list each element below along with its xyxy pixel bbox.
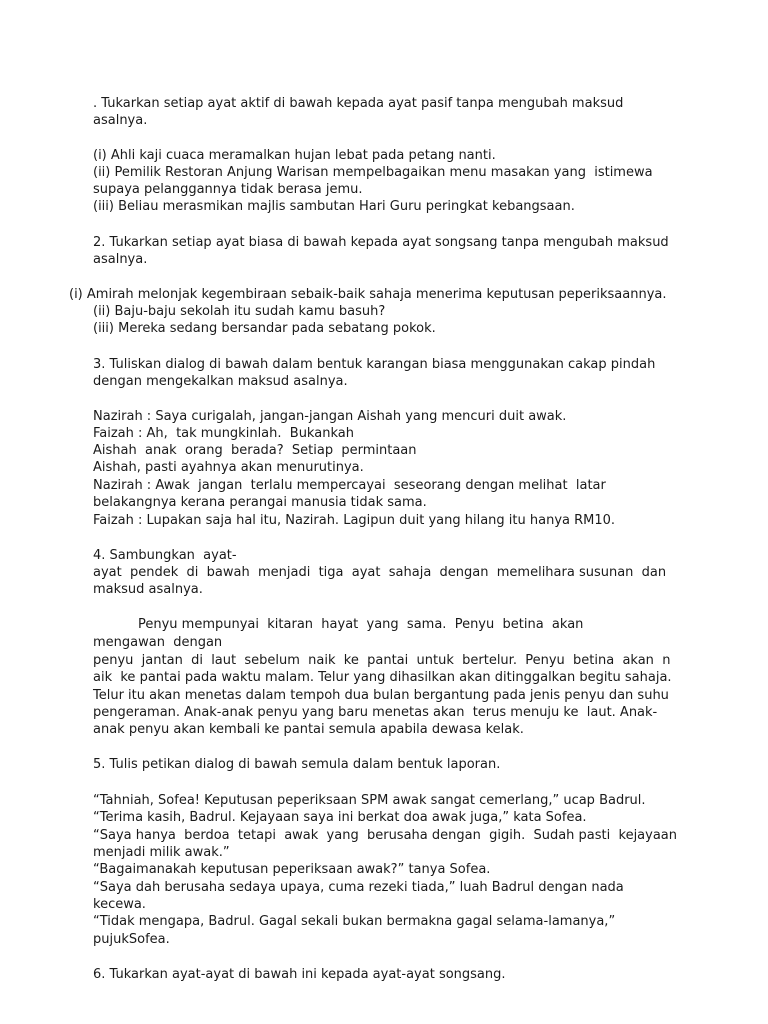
q3-dialog-line: Nazirah : Saya curigalah, jangan-jangan Aishah yang mencuri duit awak.: [93, 409, 567, 424]
q3-dialog-line: Aishah, pasti ayahnya akan menurutinya.: [93, 460, 364, 475]
q5-dialog-line: “Tahniah, Sofea! Keputusan peperiksaan SPM awak sangat cemerlang,” ucap Badrul.: [93, 793, 646, 808]
q1-item: (iii) Beliau merasmikan majlis sambutan Hari Guru peringkat kebangsaan.: [93, 199, 575, 214]
q6-instruction: 6. Tukarkan ayat-ayat di bawah ini kepada ayat-ayat songsang.: [93, 967, 506, 982]
q5-dialog-line: menjadi milik awak.”: [93, 845, 230, 860]
q4-passage-line: mengawan dengan: [93, 635, 223, 650]
q1-item: (i) Ahli kaji cuaca meramalkan hujan lebat pada petang nanti.: [93, 148, 496, 163]
q2-instruction-line: asalnya.: [93, 252, 148, 267]
q5-dialog-line: “Terima kasih, Badrul. Kejayaan saya ini berkat doa awak juga,” kata Sofea.: [93, 810, 587, 825]
q4-passage-line: Telur itu akan menetas dalam tempoh dua bulan bergantung pada jenis penyu dan suhu: [93, 688, 669, 703]
q4-passage-line: penyu jantan di laut sebelum naik ke pantai untuk bertelur. Penyu betina akan n: [93, 653, 671, 668]
q4-instruction-line: maksud asalnya.: [93, 582, 203, 597]
q1-item: supaya pelanggannya tidak berasa jemu.: [93, 182, 363, 197]
q2-instruction-line: 2. Tukarkan setiap ayat biasa di bawah kepada ayat songsang tanpa mengubah maksud: [93, 235, 669, 250]
q3-instruction-line: dengan mengekalkan maksud asalnya.: [93, 374, 348, 389]
q4-passage-line: pengeraman. Anak-anak penyu yang baru menetas akan terus menuju ke laut. Anak-: [93, 705, 658, 720]
q1-instruction-line: asalnya.: [93, 113, 148, 128]
q5-dialog-line: “Saya dah berusaha sedaya upaya, cuma rezeki tiada,” luah Badrul dengan nada: [93, 880, 624, 895]
q5-dialog-line: “Bagaimanakah keputusan peperiksaan awak?” tanya Sofea.: [93, 862, 491, 877]
q5-dialog-line: “Saya hanya berdoa tetapi awak yang berusaha dengan gigih. Sudah pasti kejayaan: [93, 828, 678, 843]
q2-item: (iii) Mereka sedang bersandar pada sebatang pokok.: [93, 321, 436, 336]
q5-dialog-line: pujukSofea.: [93, 932, 170, 947]
q5-dialog-line: kecewa.: [93, 897, 146, 912]
q5-dialog-line: “Tidak mengapa, Badrul. Gagal sekali bukan bermakna gagal selama-lamanya,”: [93, 914, 616, 929]
q4-passage-line: anak penyu akan kembali ke pantai semula apabila dewasa kelak.: [93, 722, 524, 737]
q4-passage-line: aik ke pantai pada waktu malam. Telur yang dihasilkan akan ditinggalkan begitu sahaja.: [93, 670, 672, 685]
q3-dialog-line: Faizah : Ah, tak mungkinlah. Bukankah: [93, 426, 354, 441]
q3-dialog-line: belakangnya kerana perangai manusia tidak sama.: [93, 495, 427, 510]
q1-item: (ii) Pemilik Restoran Anjung Warisan mempelbagaikan menu masakan yang istimewa: [93, 165, 653, 180]
q3-dialog-line: Faizah : Lupakan saja hal itu, Nazirah. Lagipun duit yang hilang itu hanya RM10.: [93, 513, 616, 528]
q4-instruction-line: ayat pendek di bawah menjadi tiga ayat sahaja dengan memelihara susunan dan: [93, 565, 667, 580]
q1-instruction-line: . Tukarkan setiap ayat aktif di bawah kepada ayat pasif tanpa mengubah maksud: [93, 96, 624, 111]
q3-dialog-line: Nazirah : Awak jangan terlalu mempercayai seseorang dengan melihat latar: [93, 478, 606, 493]
q4-instruction-line: 4. Sambungkan ayat-: [93, 548, 237, 563]
q3-dialog-line: Aishah anak orang berada? Setiap permintaan: [93, 443, 417, 458]
q5-instruction: 5. Tulis petikan dialog di bawah semula dalam bentuk laporan.: [93, 757, 501, 772]
q3-instruction-line: 3. Tuliskan dialog di bawah dalam bentuk karangan biasa menggunakan cakap pindah: [93, 357, 656, 372]
q2-item: (i) Amirah melonjak kegembiraan sebaik-baik sahaja menerima keputusan peperiksaannya.: [69, 287, 667, 302]
q2-item: (ii) Baju-baju sekolah itu sudah kamu basuh?: [93, 304, 386, 319]
q4-passage-line: Penyu mempunyai kitaran hayat yang sama. Penyu betina akan: [138, 617, 584, 632]
